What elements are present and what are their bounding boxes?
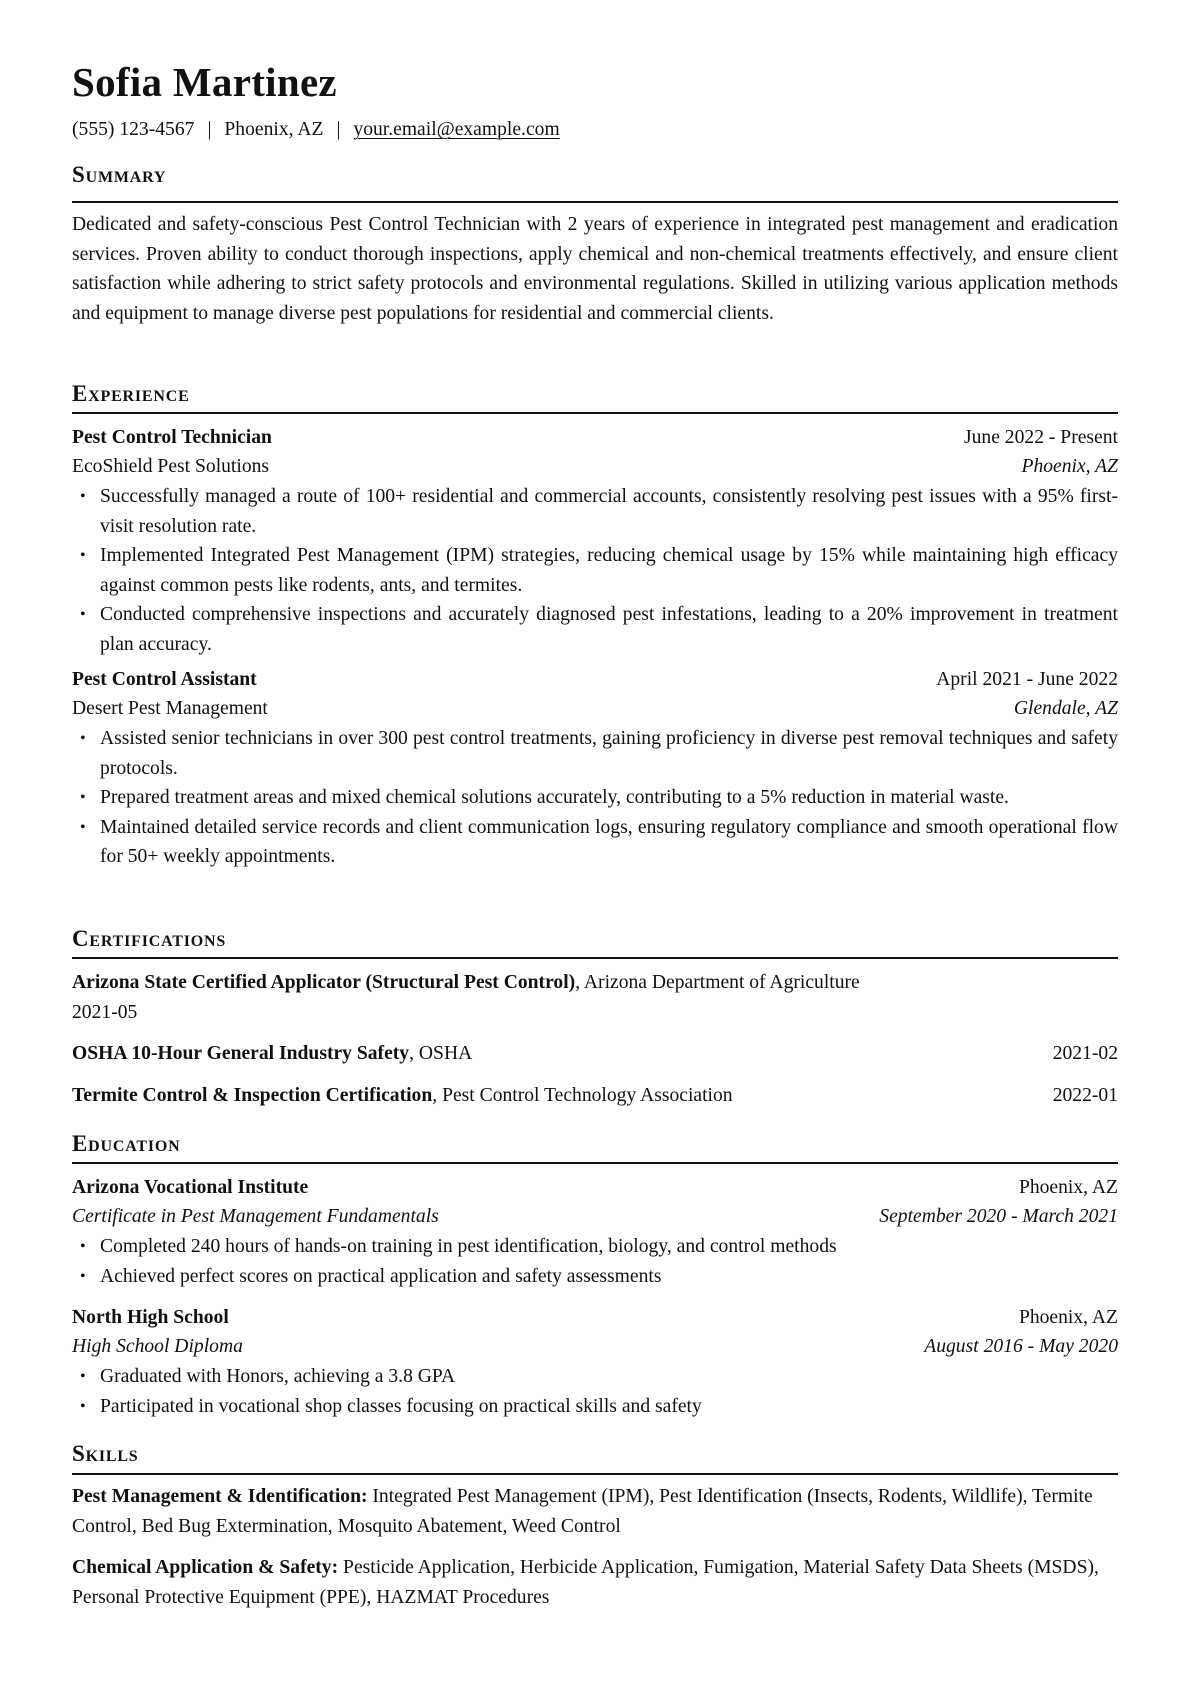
section-heading-summary: Summary xyxy=(72,162,167,187)
section-divider xyxy=(72,1473,1118,1475)
certification-date: 2021-02 xyxy=(1052,1043,1118,1064)
list-item: • Graduated with Honors, achieving a 3.8 GPA xyxy=(72,1362,1118,1392)
company-name: Desert Pest Management xyxy=(72,698,268,719)
section-heading-experience: Experience xyxy=(72,381,190,406)
job-dates: June 2022 - Present xyxy=(963,427,1118,448)
certification-issuer: , Pest Control Technology Association xyxy=(432,1085,733,1106)
skill-group xyxy=(72,1553,1118,1612)
separator: | xyxy=(336,119,341,140)
bullet-icon: • xyxy=(80,547,86,564)
skill-group-items: Integrated Pest Management (IPM), Pest Identification (Insects, Rodents, Wildlife), Termite Control, Bed Bug Extermination, Mosquito Abatement, Weed Control xyxy=(72,1486,1093,1537)
company-name: EcoShield Pest Solutions xyxy=(72,456,270,477)
education-bullets xyxy=(72,1362,1118,1421)
bullet-icon: • xyxy=(80,789,86,806)
location: Phoenix, AZ xyxy=(224,119,324,140)
phone: (555) 123-4567 xyxy=(72,119,195,140)
school-location: Phoenix, AZ xyxy=(1018,1177,1118,1198)
certification-date: 2022-01 xyxy=(1052,1085,1118,1106)
email-link[interactable]: your.email@example.com xyxy=(353,119,560,140)
list-item: • Successfully managed a route of 100+ residential and commercial accounts, consistently resolving pest issues with a 95% first-visit resolution rate. xyxy=(72,482,1118,541)
education-bullets xyxy=(72,1232,1118,1291)
certification-name: OSHA 10-Hour General Industry Safety xyxy=(72,1043,410,1064)
list-item: • Participated in vocational shop classes focusing on practical skills and safety xyxy=(72,1392,1118,1422)
list-item: • Completed 240 hours of hands-on training in pest identification, biology, and control methods xyxy=(72,1232,1118,1262)
job-bullets xyxy=(72,724,1118,872)
section-heading-certifications: Certifications xyxy=(72,926,227,951)
section-divider xyxy=(72,412,1118,414)
skill-group-label: Chemical Application & Safety: xyxy=(72,1557,339,1578)
certification-name: Arizona State Certified Applicator (Structural Pest Control) xyxy=(72,972,576,993)
list-item: • Achieved perfect scores on practical application and safety assessments xyxy=(72,1262,1118,1292)
bullet-icon: • xyxy=(80,730,86,747)
section-heading-education: Education xyxy=(72,1131,181,1156)
school-name: North High School xyxy=(72,1307,229,1328)
bullet-icon: • xyxy=(80,606,86,623)
skill-group-label: Pest Management & Identification: xyxy=(72,1486,368,1507)
section-divider xyxy=(72,201,1118,203)
section-divider xyxy=(72,1162,1118,1164)
job-location: Glendale, AZ xyxy=(1013,698,1118,719)
job-bullets xyxy=(72,482,1118,659)
education-dates: September 2020 - March 2021 xyxy=(879,1206,1118,1227)
certification-date: 2021-05 xyxy=(72,1001,138,1023)
degree: Certificate in Pest Management Fundamentals xyxy=(72,1206,439,1227)
certification-issuer: , OSHA xyxy=(409,1043,473,1064)
bullet-icon: • xyxy=(80,1267,86,1285)
candidate-name: Sofia Martinez xyxy=(72,59,337,105)
certification-name: Termite Control & Inspection Certification xyxy=(72,1085,433,1106)
list-item: • Prepared treatment areas and mixed chemical solutions accurately, contributing to a 5% reduction in material waste. xyxy=(72,783,1118,813)
certification-issuer: , Arizona Department of Agriculture xyxy=(575,972,860,993)
bullet-icon: • xyxy=(80,488,86,505)
certification-item xyxy=(72,1081,1118,1111)
contact-line xyxy=(72,118,560,142)
list-item: • Implemented Integrated Pest Management (IPM) strategies, reducing chemical usage by 15% while maintaining high efficacy against common pests like rodents, ants, and termites. xyxy=(72,541,1118,600)
section-divider xyxy=(72,957,1118,959)
education-dates: August 2016 - May 2020 xyxy=(924,1336,1118,1357)
separator: | xyxy=(207,119,212,140)
school-name: Arizona Vocational Institute xyxy=(72,1177,309,1198)
summary-text: Dedicated and safety-conscious Pest Control Technician with 2 years of experience in integrated pest management and eradication services. Proven ability to conduct thorough inspections, apply chemical and non-chemical treatments effectively, and ensure client satisfaction while adhering to strict safety protocols and environmental regulations. Skilled in utilizing various application methods and equipment to manage diverse pest populations for residential and commercial clients. xyxy=(72,214,1118,324)
skill-group-items: Pesticide Application, Herbicide Application, Fumigation, Material Safety Data Sheets (MSDS), Personal Protective Equipment (PPE), HAZMAT Procedures xyxy=(72,1557,1099,1608)
skill-group xyxy=(72,1482,1118,1541)
list-item: • Assisted senior technicians in over 300 pest control treatments, gaining proficiency in diverse pest removal techniques and safety protocols. xyxy=(72,724,1118,783)
certification-item xyxy=(72,1039,1118,1069)
job-title: Pest Control Assistant xyxy=(72,669,257,690)
bullet-icon: • xyxy=(80,1368,86,1385)
list-item: • Conducted comprehensive inspections and accurately diagnosed pest infestations, leading to a 20% improvement in treatment plan accuracy. xyxy=(72,600,1118,659)
bullet-icon: • xyxy=(80,1238,86,1255)
section-heading-skills: Skills xyxy=(72,1441,139,1466)
list-item: • Maintained detailed service records and client communication logs, ensuring regulatory compliance and smooth operational flow for 50+ weekly appointments. xyxy=(72,813,1118,872)
job-dates: April 2021 - June 2022 xyxy=(936,669,1118,690)
job-location: Phoenix, AZ xyxy=(1021,456,1118,477)
job-title: Pest Control Technician xyxy=(72,427,272,448)
certification-item xyxy=(72,968,1118,1027)
degree: High School Diploma xyxy=(72,1336,243,1357)
bullet-icon: • xyxy=(80,818,86,836)
school-location: Phoenix, AZ xyxy=(1018,1307,1118,1328)
bullet-icon: • xyxy=(80,1397,86,1415)
